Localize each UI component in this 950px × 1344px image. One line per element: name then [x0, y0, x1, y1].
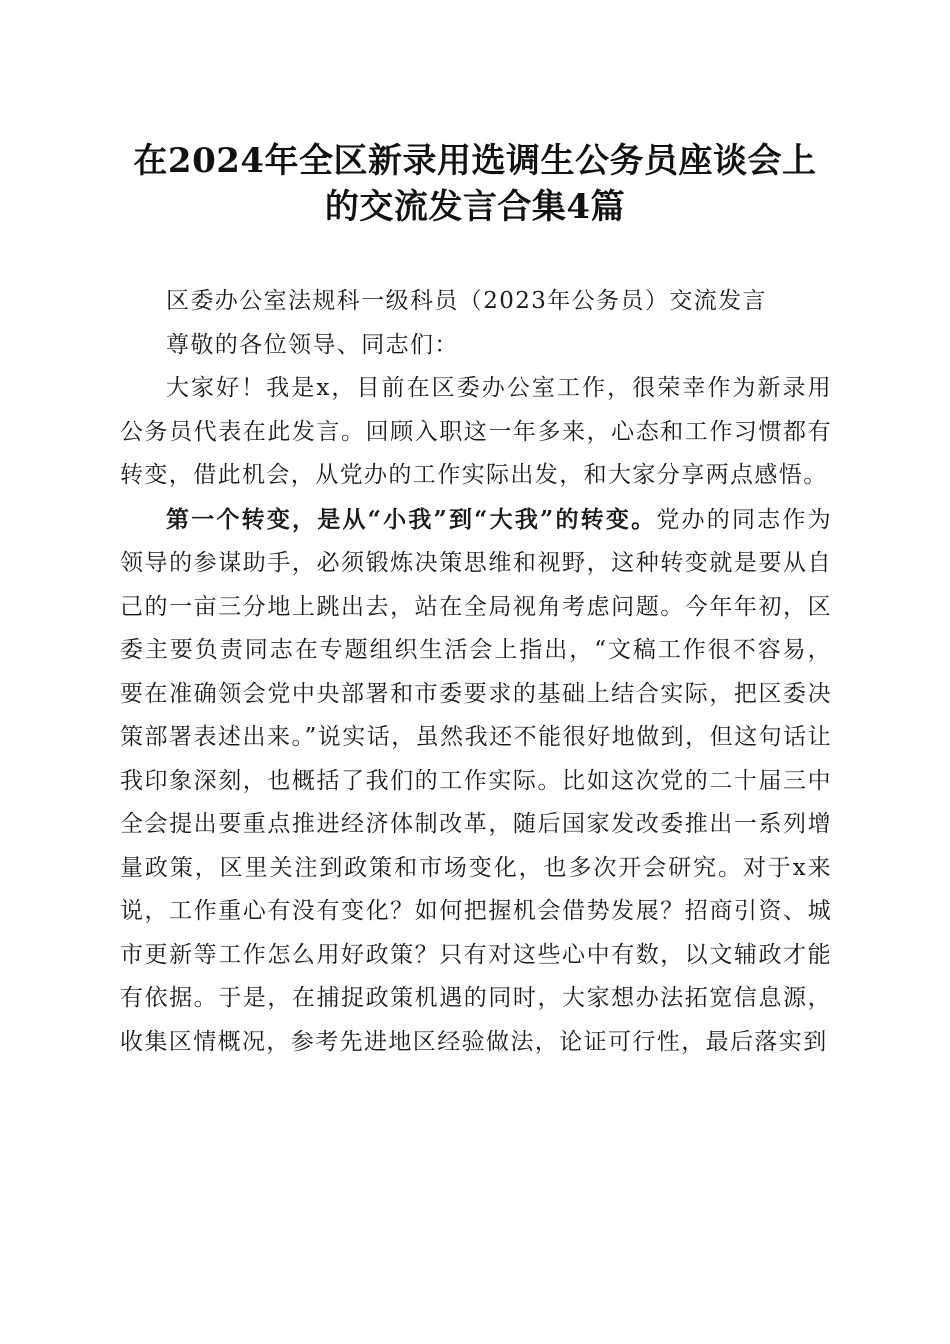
paragraph-body-text: 党办的同志作为领导的参谋助手，必须锻炼决策思维和视野，这种转变就是要从自己的一亩三分地上跳出去，站在全局视角考虑问题。今年年初，区委主要负责同志在专题组织生活会上指出，“文稿工作很不容易，要在准确领会党中央部署和市委要求的基础上结合实际，把区委决策部署表述出来。”说实话，虽然我还不能很好地做到，但这句话让我印象深刻，也概括了我们的工作实际。比如这次党的二十届三中全会提出要重点推进经济体制改革，随后国家发改委推出一系列增量政策，区里关注到政策和市场变化，也多次开会研究。对于x来说，工作重心有没有变化？如何把握机会借势发展？招商引资、城市更新等工作怎么用好政策？只有对这些心中有数，以文辅政才能有依据。于是，在捕捉政策机遇的同时，大家想办法拓宽信息源，收集区情概况，参考先进地区经验做法，论证可行性，最后落实到	[120, 506, 832, 1055]
document-title	[110, 138, 840, 230]
speech-subheading: 区委办公室法规科一级科员（2023年公务员）交流发言	[166, 288, 767, 314]
salutation: 尊敬的各位领导、同志们：	[166, 331, 459, 358]
document-body	[120, 280, 832, 1064]
paragraph-opening: 大家好！我是x，目前在区委办公室工作，很荣幸作为新录用公务员代表在此发言。回顾入职这一年多来，心态和工作习惯都有转变，借此机会，从党办的工作实际出发，和大家分享两点感悟。	[120, 375, 832, 488]
title-line-2: 的交流发言合集4篇	[324, 187, 626, 227]
title-line-1: 在2024年全区新录用选调生公务员座谈会上	[133, 141, 817, 181]
paragraph-first-change	[120, 498, 832, 1065]
paragraph-lead-sentence: 第一个转变，是从“小我”到“大我”的转变。	[166, 505, 657, 533]
